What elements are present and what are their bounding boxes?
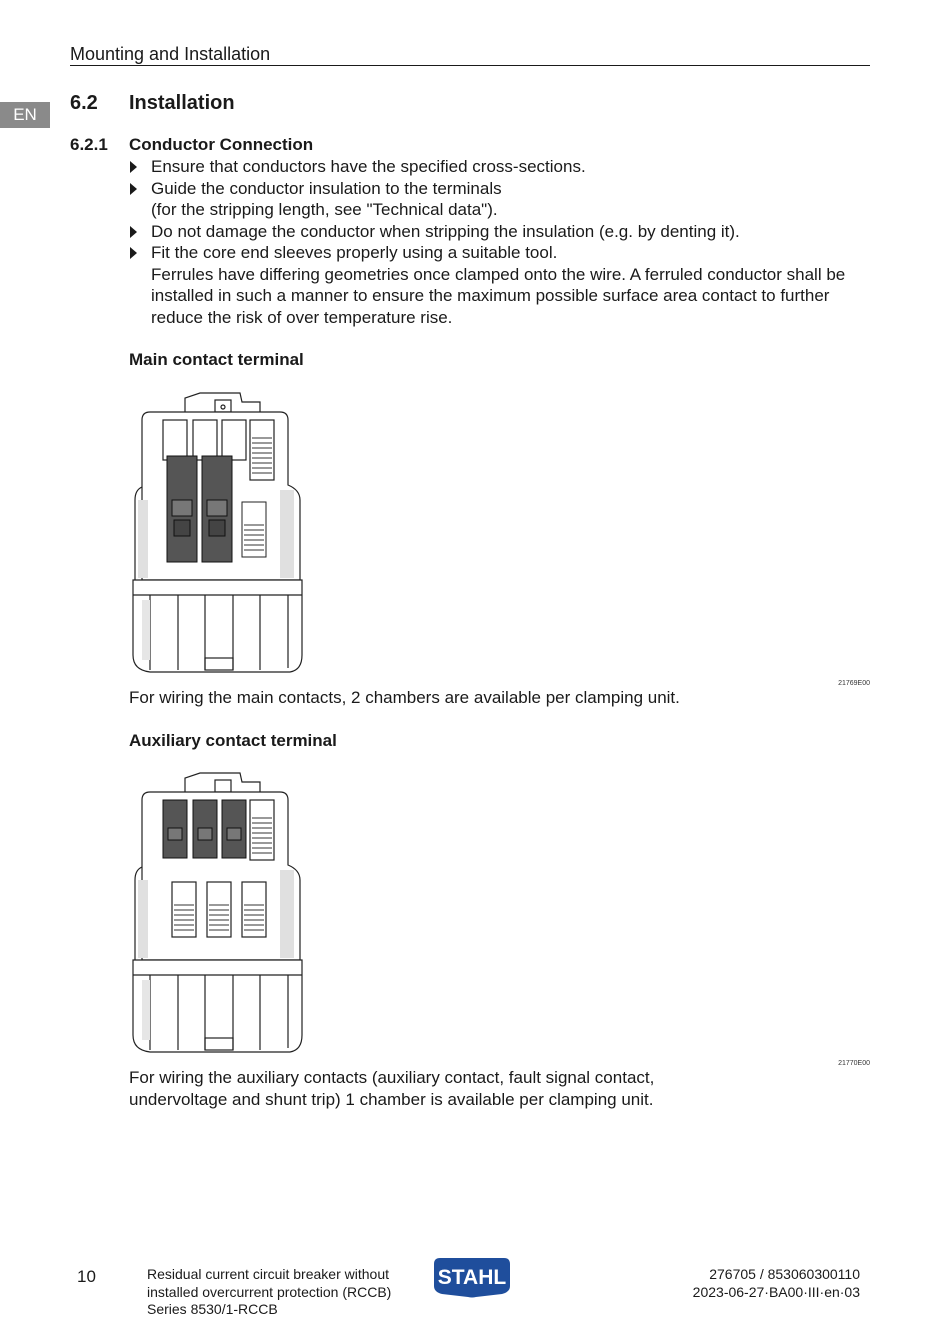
page-number: 10 bbox=[77, 1267, 96, 1286]
footer-product-description: Residual current circuit breaker without installed overcurrent protection (RCCB) Series 8530/1-RCCB bbox=[147, 1266, 392, 1317]
stahl-logo bbox=[432, 1256, 512, 1298]
list-item: Do not damage the conductor when stripping the insulation (e.g. by denting it). bbox=[129, 221, 874, 243]
logo-text: STAHL bbox=[437, 1266, 507, 1289]
bullet-arrow-icon bbox=[130, 226, 137, 238]
bullet-arrow-icon bbox=[130, 183, 137, 195]
document-reference: 276705 / 853060300110 2023-06-27·BA00·III·en·03 bbox=[692, 1266, 860, 1300]
list-item: Guide the conductor insulation to the terminals bbox=[129, 178, 874, 200]
subsection-number: 6.2.1 bbox=[70, 135, 108, 154]
aux-contact-heading: Auxiliary contact terminal bbox=[129, 731, 337, 750]
section-title: Installation bbox=[129, 92, 235, 114]
list-item-note: Ferrules have differing geometries once clamped onto the wire. A ferruled conductor shall be installed in such a manner to ensure the maximum possible surface area contact to further reduce the risk of over temperature rise. bbox=[151, 264, 846, 327]
figure-code: 21770E00 bbox=[838, 1060, 870, 1067]
bullet-arrow-icon bbox=[130, 247, 137, 259]
list-item: Ensure that conductors have the specified cross-sections. bbox=[129, 156, 874, 178]
aux-contact-caption: For wiring the auxiliary contacts (auxiliary contact, fault signal contact, undervoltage and shunt trip) 1 chamber is available per clamping unit. bbox=[129, 1068, 655, 1109]
list-item-continuation: (for the stripping length, see "Technical data"). bbox=[151, 200, 498, 219]
subsection-title: Conductor Connection bbox=[129, 135, 314, 154]
main-contact-caption: For wiring the main contacts, 2 chambers are available per clamping unit. bbox=[129, 688, 680, 707]
main-contact-heading: Main contact terminal bbox=[129, 350, 304, 369]
auxiliary-contact-terminal-figure bbox=[130, 770, 305, 1055]
language-tab: EN bbox=[0, 102, 50, 128]
main-contact-terminal-figure bbox=[130, 390, 305, 675]
bullet-arrow-icon bbox=[130, 161, 137, 173]
list-item: Fit the core end sleeves properly using a suitable tool. bbox=[129, 242, 874, 264]
section-number: 6.2 bbox=[70, 92, 98, 114]
instruction-list bbox=[129, 156, 874, 328]
header-rule bbox=[70, 65, 870, 66]
figure-code: 21769E00 bbox=[838, 680, 870, 687]
header-title: Mounting and Installation bbox=[70, 44, 271, 64]
